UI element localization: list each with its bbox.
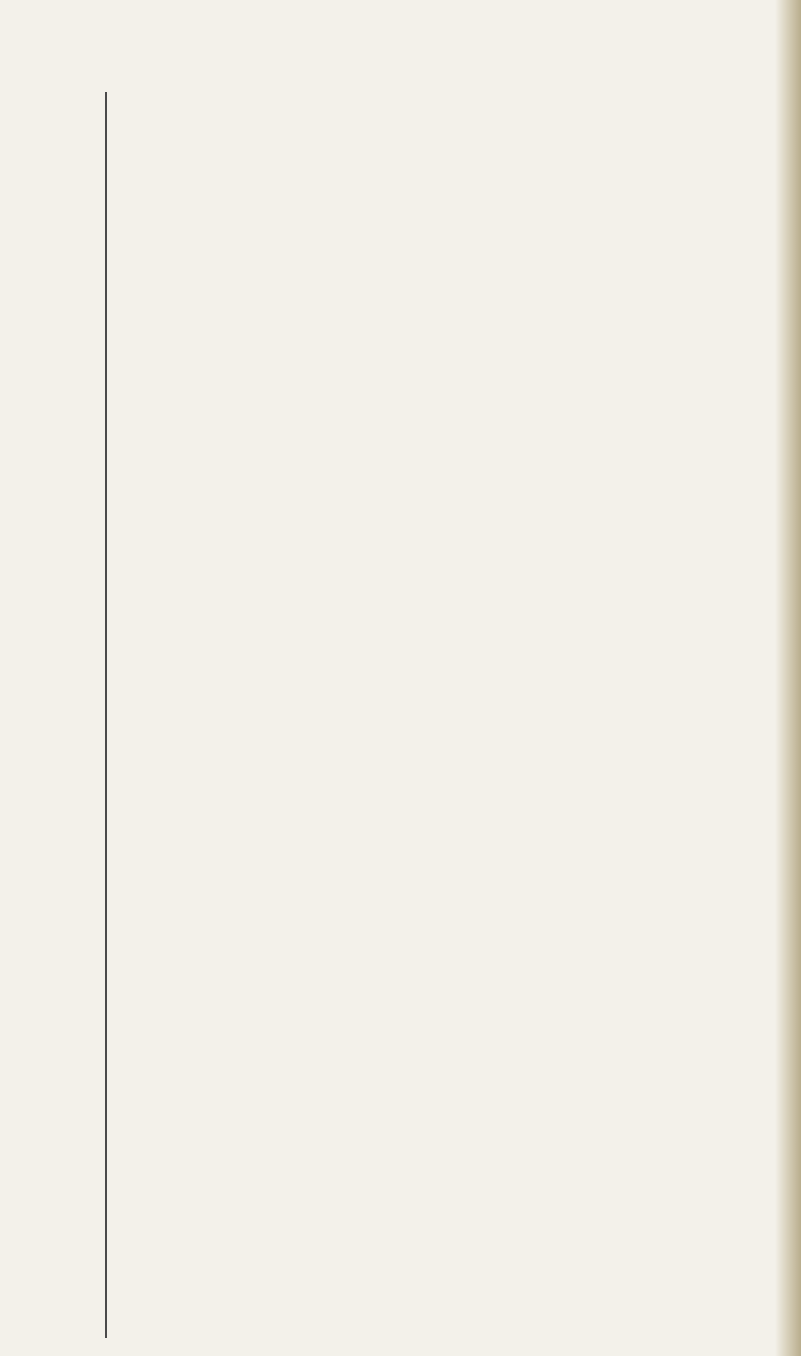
column-rule	[105, 92, 107, 1338]
page-edge-shadow	[775, 0, 801, 1356]
